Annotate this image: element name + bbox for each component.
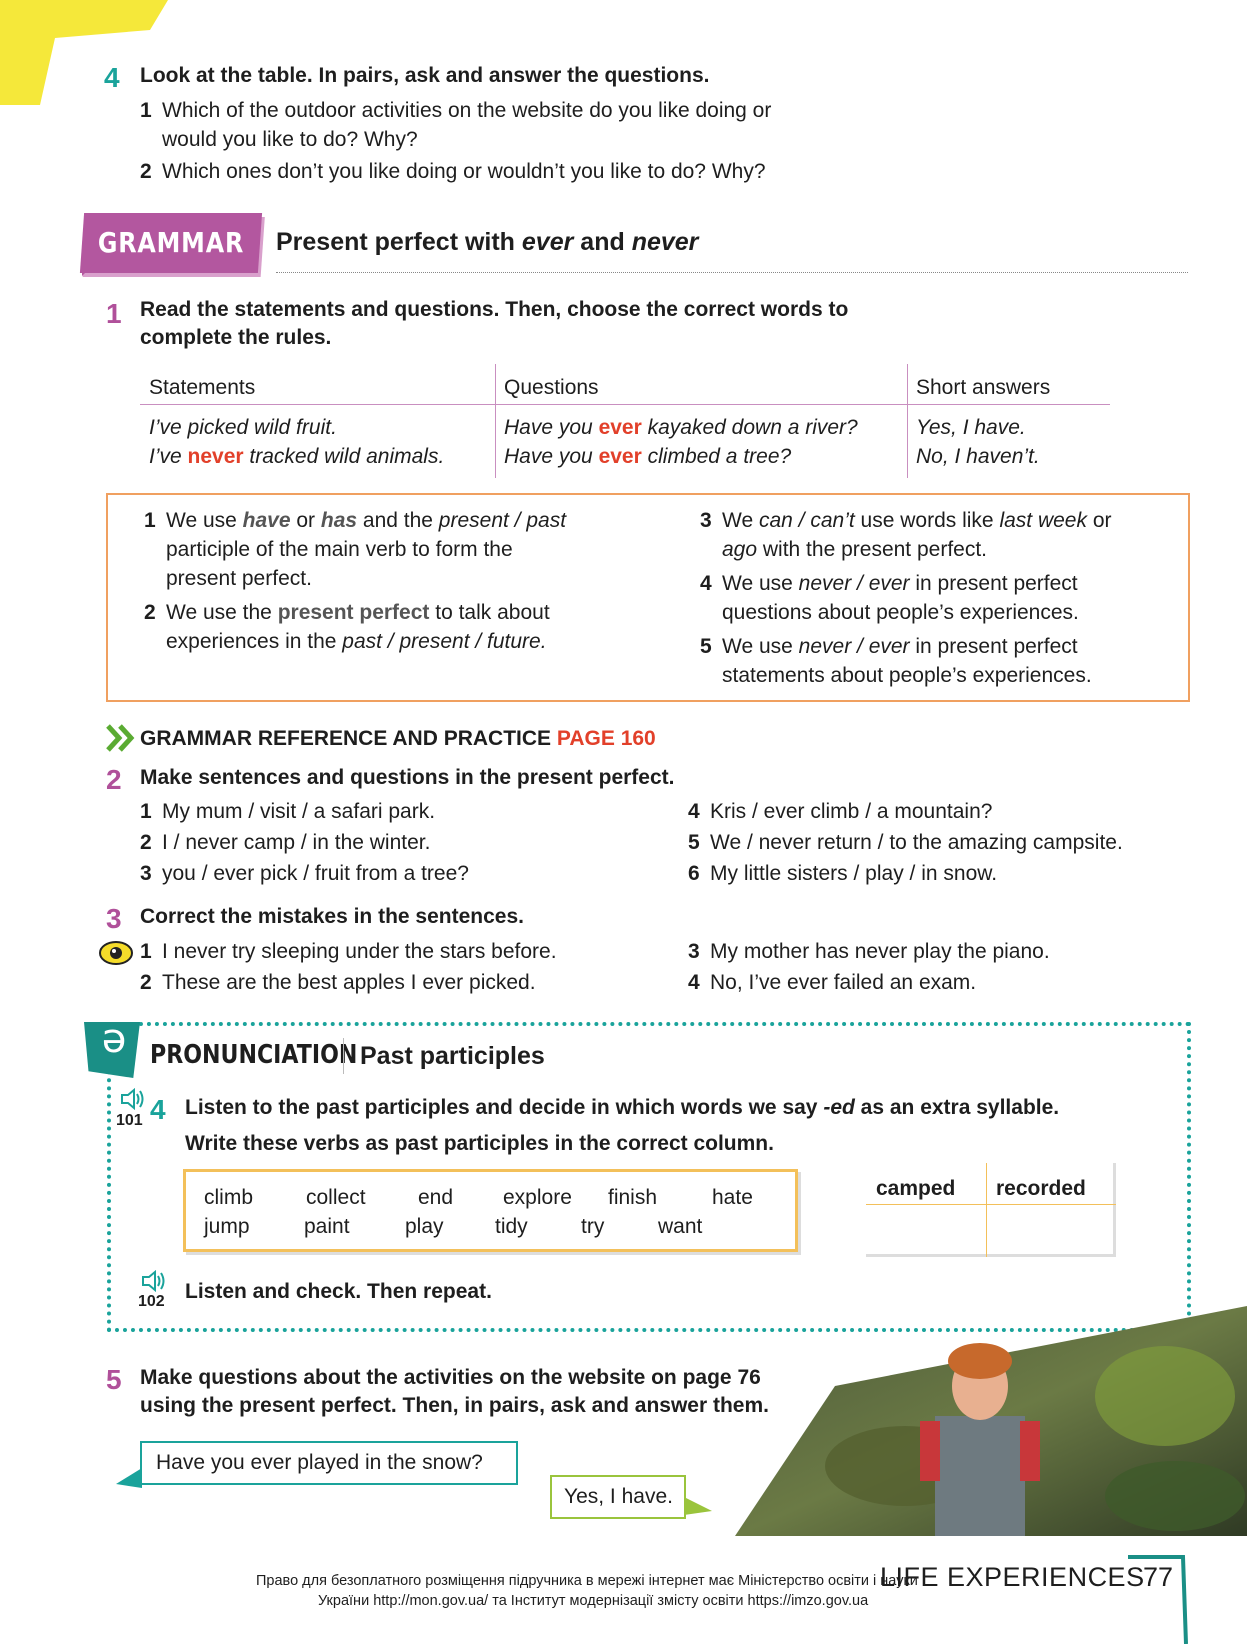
word: play (405, 1215, 444, 1238)
rule-item: 4 We use never / ever in present perfect questions about people’s experiences. (700, 572, 1079, 624)
exercise-instruction: Correct the mistakes in the sentences. (140, 905, 524, 928)
table-cell: Have you ever climbed a tree? (504, 445, 792, 468)
audio-icon[interactable] (120, 1088, 146, 1110)
divider (276, 272, 1188, 273)
list-item: 2 Which ones don’t you like doing or wouldn’t you like to do? Why? (140, 160, 766, 183)
table-header: Questions (504, 376, 599, 399)
exercise-instruction: Look at the table. In pairs, ask and answer the questions. (140, 64, 710, 87)
table-cell: I’ve never tracked wild animals. (149, 445, 445, 468)
list-item: 2 These are the best apples I ever picked. (140, 971, 536, 994)
table-cell: I’ve picked wild fruit. (149, 416, 337, 439)
exercise-number: 1 (106, 298, 122, 329)
rule-item: 1 We use have or has and the present / past participle of the main verb to form the present perfect. (144, 509, 567, 590)
word: jump (204, 1215, 250, 1238)
word: hate (712, 1186, 753, 1209)
table-rule (866, 1204, 1116, 1205)
double-chevron-icon (105, 722, 137, 754)
table-divider (986, 1163, 987, 1257)
rule-item: 5 We use never / ever in present perfect statements about people’s experiences. (700, 635, 1092, 687)
list-item: 1 I never try sleeping under the stars before. (140, 940, 557, 963)
exercise-instruction: Make sentences and questions in the present perfect. (140, 766, 675, 789)
pronunciation-title: Past participles (360, 1042, 545, 1070)
column-header: recorded (996, 1177, 1086, 1200)
divider (343, 1038, 344, 1074)
table-header: Short answers (916, 376, 1051, 399)
exercise-instruction: Write these verbs as past participles in the correct column. (185, 1132, 774, 1155)
list-item-continuation: would you like to do? Why? (162, 128, 418, 151)
list-item: 5 We / never return / to the amazing campsite. (688, 831, 1123, 854)
list-item: 3 My mother has never play the piano. (688, 940, 1050, 963)
list-item: 4 No, I’ve ever failed an exam. (688, 971, 977, 994)
word: finish (608, 1186, 658, 1209)
list-item: 1 Which of the outdoor activities on the website do you like doing or (140, 99, 772, 122)
list-item: 6 My little sisters / play / in snow. (688, 862, 998, 885)
table-header: Statements (149, 376, 256, 399)
audio-track-number: 102 (138, 1293, 165, 1310)
copyright-notice: України http://mon.gov.ua/ та Інститут модернізації змісту освіти https://imzo.gov.ua (318, 1593, 869, 1609)
word: tidy (495, 1215, 528, 1238)
rule-item: 2 We use the present perfect to talk about experiences in the past / present / future. (144, 601, 550, 653)
audio-icon[interactable] (141, 1270, 167, 1292)
table-cell: Have you ever kayaked down a river? (504, 416, 858, 439)
section-name: LIFE EXPERIENCES (880, 1562, 1145, 1592)
list-item: 4 Kris / ever climb / a mountain? (688, 800, 993, 823)
hiker-photo (735, 1306, 1247, 1536)
word: explore (503, 1186, 572, 1209)
list-item: 3 you / ever pick / fruit from a tree? (140, 862, 469, 885)
grammar-badge: GRAMMAR (80, 213, 262, 273)
exercise-number: 2 (106, 764, 122, 795)
page-corner-line (1128, 1555, 1188, 1644)
word: collect (306, 1186, 366, 1209)
exercise-number: 5 (106, 1364, 122, 1395)
section-title: Present perfect with ever and never (276, 228, 699, 256)
exercise-instruction: Listen and check. Then repeat. (185, 1280, 492, 1303)
schwa-symbol: ə (101, 1016, 127, 1062)
word: climb (204, 1186, 254, 1209)
word: want (658, 1215, 703, 1238)
word: try (581, 1215, 605, 1238)
copyright-notice: Право для безоплатного розміщення підручника в мережі інтернет має Міністерство освіти і науки (256, 1573, 918, 1589)
table-cell: No, I haven’t. (916, 445, 1040, 468)
table-divider (495, 364, 496, 478)
exercise-number: 4 (150, 1094, 166, 1125)
column-header: camped (876, 1177, 956, 1200)
speech-bubble: Yes, I have. (550, 1475, 686, 1519)
rule-item: 3 We can / can’t use words like last week or ago with the present perfect. (700, 509, 1112, 561)
exercise-number: 3 (106, 903, 122, 934)
speech-bubble: Have you ever played in the snow? (140, 1441, 518, 1485)
bubble-tail (684, 1495, 714, 1517)
exercise-number: 4 (104, 62, 120, 93)
word-box (183, 1169, 798, 1252)
list-item: 1 My mum / visit / a safari park. (140, 800, 436, 823)
exercise-instruction: Make questions about the activities on the website on page 76 (140, 1366, 761, 1389)
word: end (418, 1186, 454, 1209)
grammar-reference-link[interactable]: GRAMMAR REFERENCE AND PRACTICE PAGE 160 (140, 727, 656, 750)
corner-decoration (0, 0, 170, 110)
table-cell: Yes, I have. (916, 416, 1026, 439)
page-number: 77 (1143, 1562, 1174, 1592)
exercise-instruction: complete the rules. (140, 326, 332, 349)
exercise-instruction: Read the statements and questions. Then, choose the correct words to (140, 298, 849, 321)
word: paint (304, 1215, 350, 1238)
eye-icon (98, 940, 134, 966)
exercise-instruction: Listen to the past participles and decide in which words we say -ed as an extra syllable. (185, 1096, 1060, 1119)
list-item: 2 I / never camp / in the winter. (140, 831, 431, 854)
table-divider (907, 364, 908, 478)
audio-track-number: 101 (116, 1112, 143, 1129)
pronunciation-label: PRONUNCIATION (150, 1040, 358, 1070)
exercise-instruction: using the present perfect. Then, in pairs, ask and answer them. (140, 1394, 769, 1417)
table-rule (140, 404, 1110, 405)
